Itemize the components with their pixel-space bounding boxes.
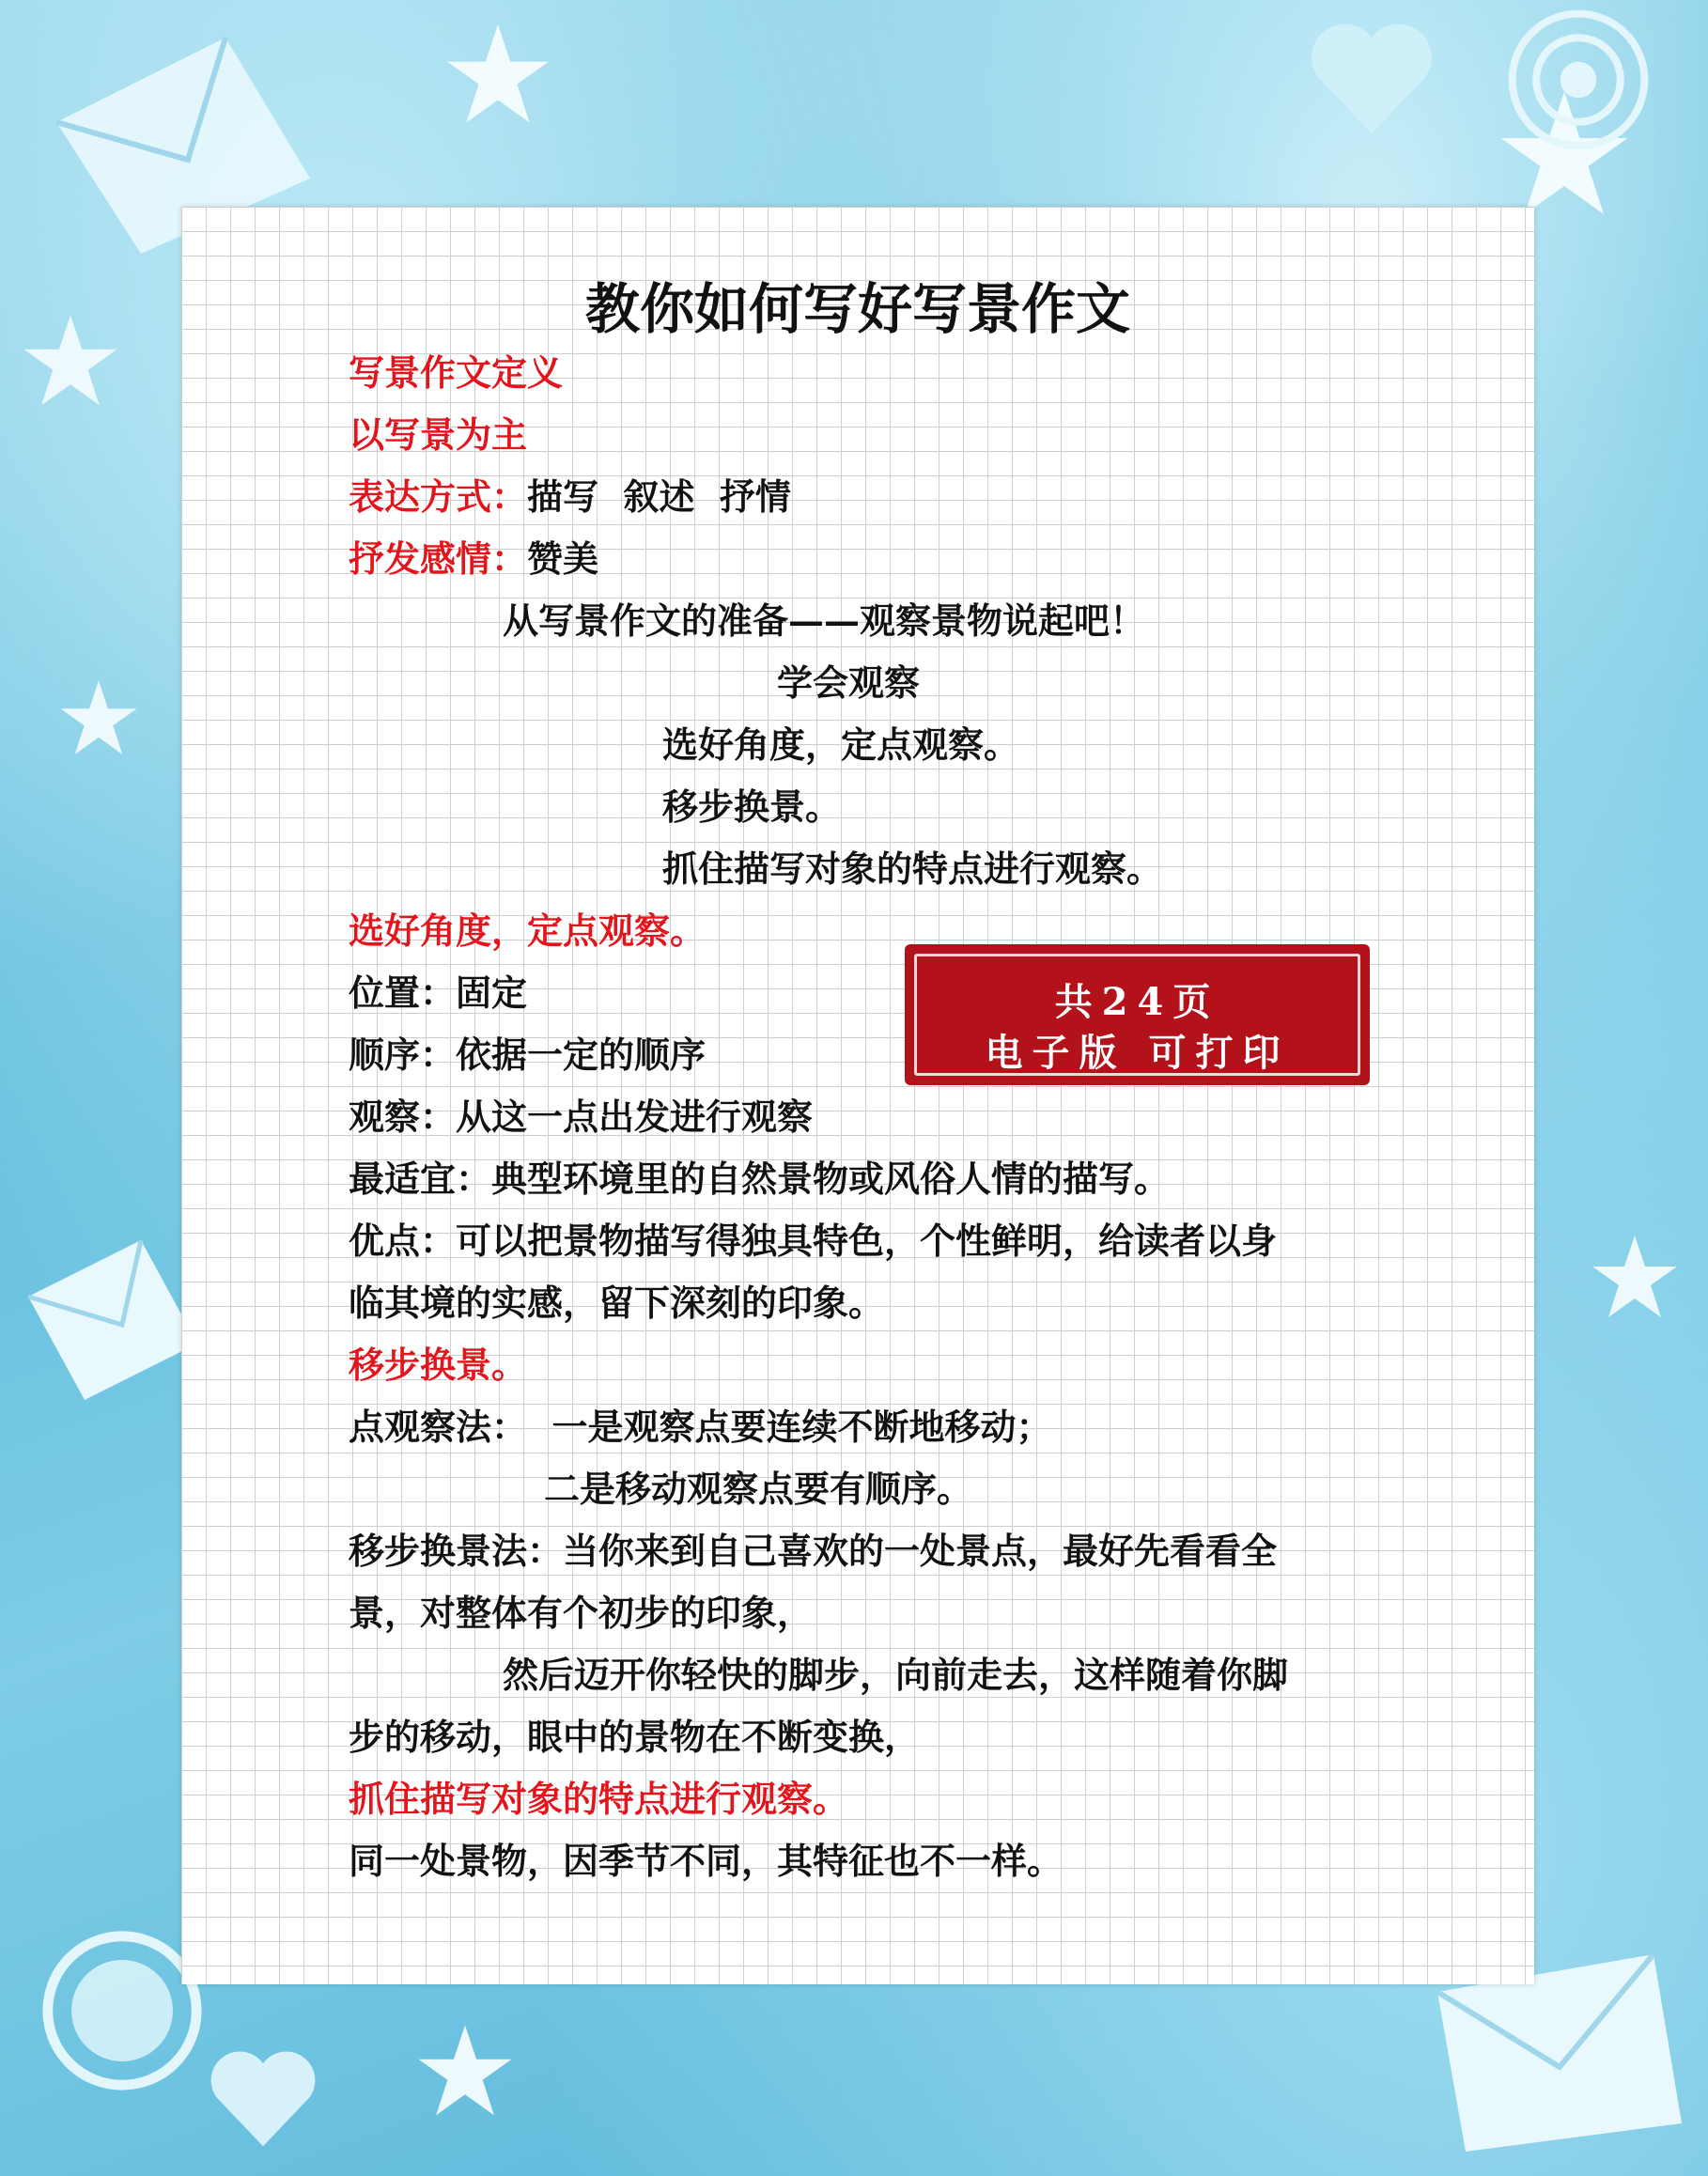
emotion-label: 抒发感情： xyxy=(349,537,528,580)
body-line: 景，对整体有个初步的印象， xyxy=(349,1592,814,1634)
star-icon xyxy=(19,310,122,413)
outline-item: 选好角度，定点观察。 xyxy=(662,723,1020,766)
star-icon xyxy=(1588,1231,1682,1325)
body-line: 然后迈开你轻快的脚步，向前走去，这样随着你脚 xyxy=(503,1654,1289,1696)
body-line: 优点：可以把景物描写得独具特色，个性鲜明，给读者以身 xyxy=(349,1220,1278,1262)
body-line: 步的移动，眼中的景物在不断变换， xyxy=(349,1716,921,1758)
outline-item: 移步换景。 xyxy=(662,785,842,828)
envelope-icon xyxy=(19,1221,207,1409)
grid-paper xyxy=(181,207,1534,1984)
heart-icon xyxy=(1297,9,1447,150)
page-count-stamp xyxy=(905,944,1370,1085)
section1-heading: 选好角度，定点观察。 xyxy=(349,909,706,952)
page-title: 教你如何写好写景作文 xyxy=(584,277,1130,341)
emotion-row xyxy=(349,537,599,580)
definition-heading: 写景作文定义 xyxy=(349,351,564,394)
body-line: 同一处景物，因季节不同，其特征也不一样。 xyxy=(349,1840,1064,1882)
main-point: 以写景为主 xyxy=(349,413,528,456)
stamp-line-2: 电子版 可打印 xyxy=(985,1031,1290,1075)
star-icon xyxy=(1494,85,1635,225)
star-icon xyxy=(56,676,141,761)
body-line: 二是移动观察点要有顺序。 xyxy=(544,1468,973,1510)
expression-row xyxy=(349,475,791,518)
body-line: 移步换景法：当你来到自己喜欢的一处景点，最好先看看全 xyxy=(349,1530,1278,1572)
body-line: 位置：固定 xyxy=(349,971,528,1014)
star-icon xyxy=(413,2020,517,2123)
body-line: 观察：从这一点出发进行观察 xyxy=(349,1096,814,1138)
star-icon xyxy=(442,19,554,132)
learn-heading: 学会观察 xyxy=(777,661,921,704)
body-line: 临其境的实感，留下深刻的印象。 xyxy=(349,1282,885,1324)
section3-heading: 抓住描写对象的特点进行观察。 xyxy=(349,1778,849,1820)
body-line: 点观察法： 一是观察点要连续不断地移动； xyxy=(349,1406,1052,1448)
target-icon xyxy=(1503,5,1654,155)
body-line: 最适宜：典型环境里的自然景物或风俗人情的描写。 xyxy=(349,1158,1171,1200)
expression-label: 表达方式： xyxy=(349,475,528,518)
expression-value: 描写 叙述 抒情 xyxy=(527,475,791,518)
intro-line: 从写景作文的准备——观察景物说起吧！ xyxy=(503,599,1146,642)
body-line: 顺序：依据一定的顺序 xyxy=(349,1034,706,1076)
outline-item: 抓住描写对象的特点进行观察。 xyxy=(662,847,1163,890)
section2-heading: 移步换景。 xyxy=(349,1344,528,1386)
stamp-line-1: 共24页 xyxy=(1054,980,1220,1024)
emotion-value: 赞美 xyxy=(527,537,599,580)
heart-icon xyxy=(197,2039,329,2161)
